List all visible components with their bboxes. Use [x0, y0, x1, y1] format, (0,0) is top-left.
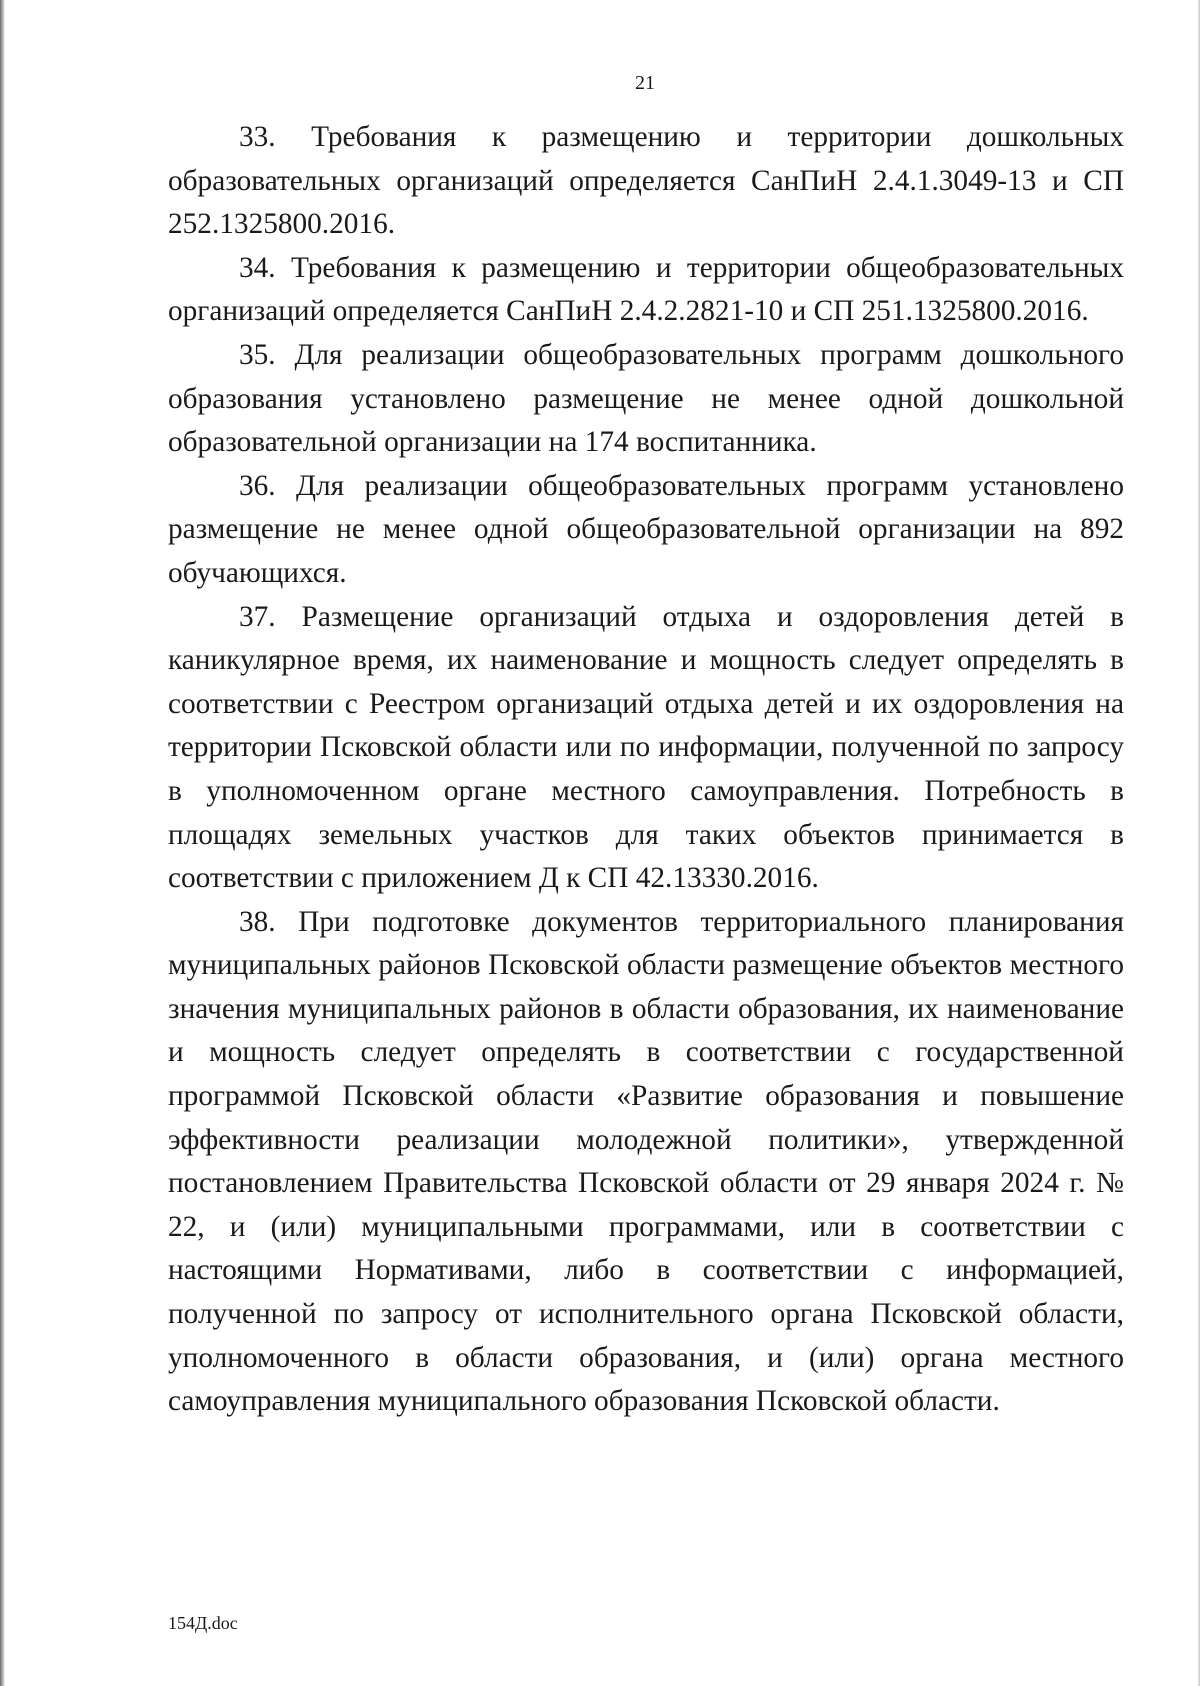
paragraph-35: 35. Для реализации общеобразовательных программ дошкольного образования установлено размещение не менее одной дошкольной образовательной организации на 174 воспитанника.	[168, 338, 1124, 459]
paragraph-38: 38. При подготовке документов территориального планирования муниципальных районов Псковской области размещение объектов местного значения муниципальных районов в области образования, их наименование и мощность следует определять в соответствии с государственной программой Псковской области «Развитие образования и повышение эффективности реализации молодежной политики», утвержденной постановлением Правительства Псковской области от 29 января 2024 г. № 22, и (или) муниципальными программами, или в соответствии с настоящими Нормативами, либо в соответствии с информацией, полученной по запросу от исполнительного органа Псковской области, уполномоченного в области образования, и (или) органа местного самоуправления муниципального образования Псковской области.	[168, 905, 1124, 1418]
page-number: 21	[635, 72, 655, 94]
paragraph-37: 37. Размещение организаций отдыха и оздоровления детей в каникулярное время, их наименование и мощность следует определять в соответствии с Реестром организаций отдыха детей и их оздоровления на территории Псковской области или по информации, полученной по запросу в уполномоченном органе местного самоуправления. Потребность в площадях земельных участков для таких объектов принимается в соответствии с приложением Д к СП 42.13330.2016.	[168, 600, 1124, 895]
paragraph-36: 36. Для реализации общеобразовательных программ установлено размещение не менее одной общеобразовательной организации на 892 обучающихся.	[168, 469, 1124, 589]
paragraph-33: 33. Требования к размещению и территории дошкольных образовательных организаций определяется СанПиН 2.4.1.3049-13 и СП 252.1325800.2016.	[168, 121, 1124, 241]
scan-edge-left	[0, 0, 5, 1686]
document-body	[168, 116, 1124, 1424]
paragraph-34: 34. Требования к размещению и территории общеобразовательных организаций определяется СанПиН 2.4.2.2821-10 и СП 251.1325800.2016.	[168, 251, 1124, 328]
footer-filename: 154Д.doc	[168, 1613, 238, 1633]
